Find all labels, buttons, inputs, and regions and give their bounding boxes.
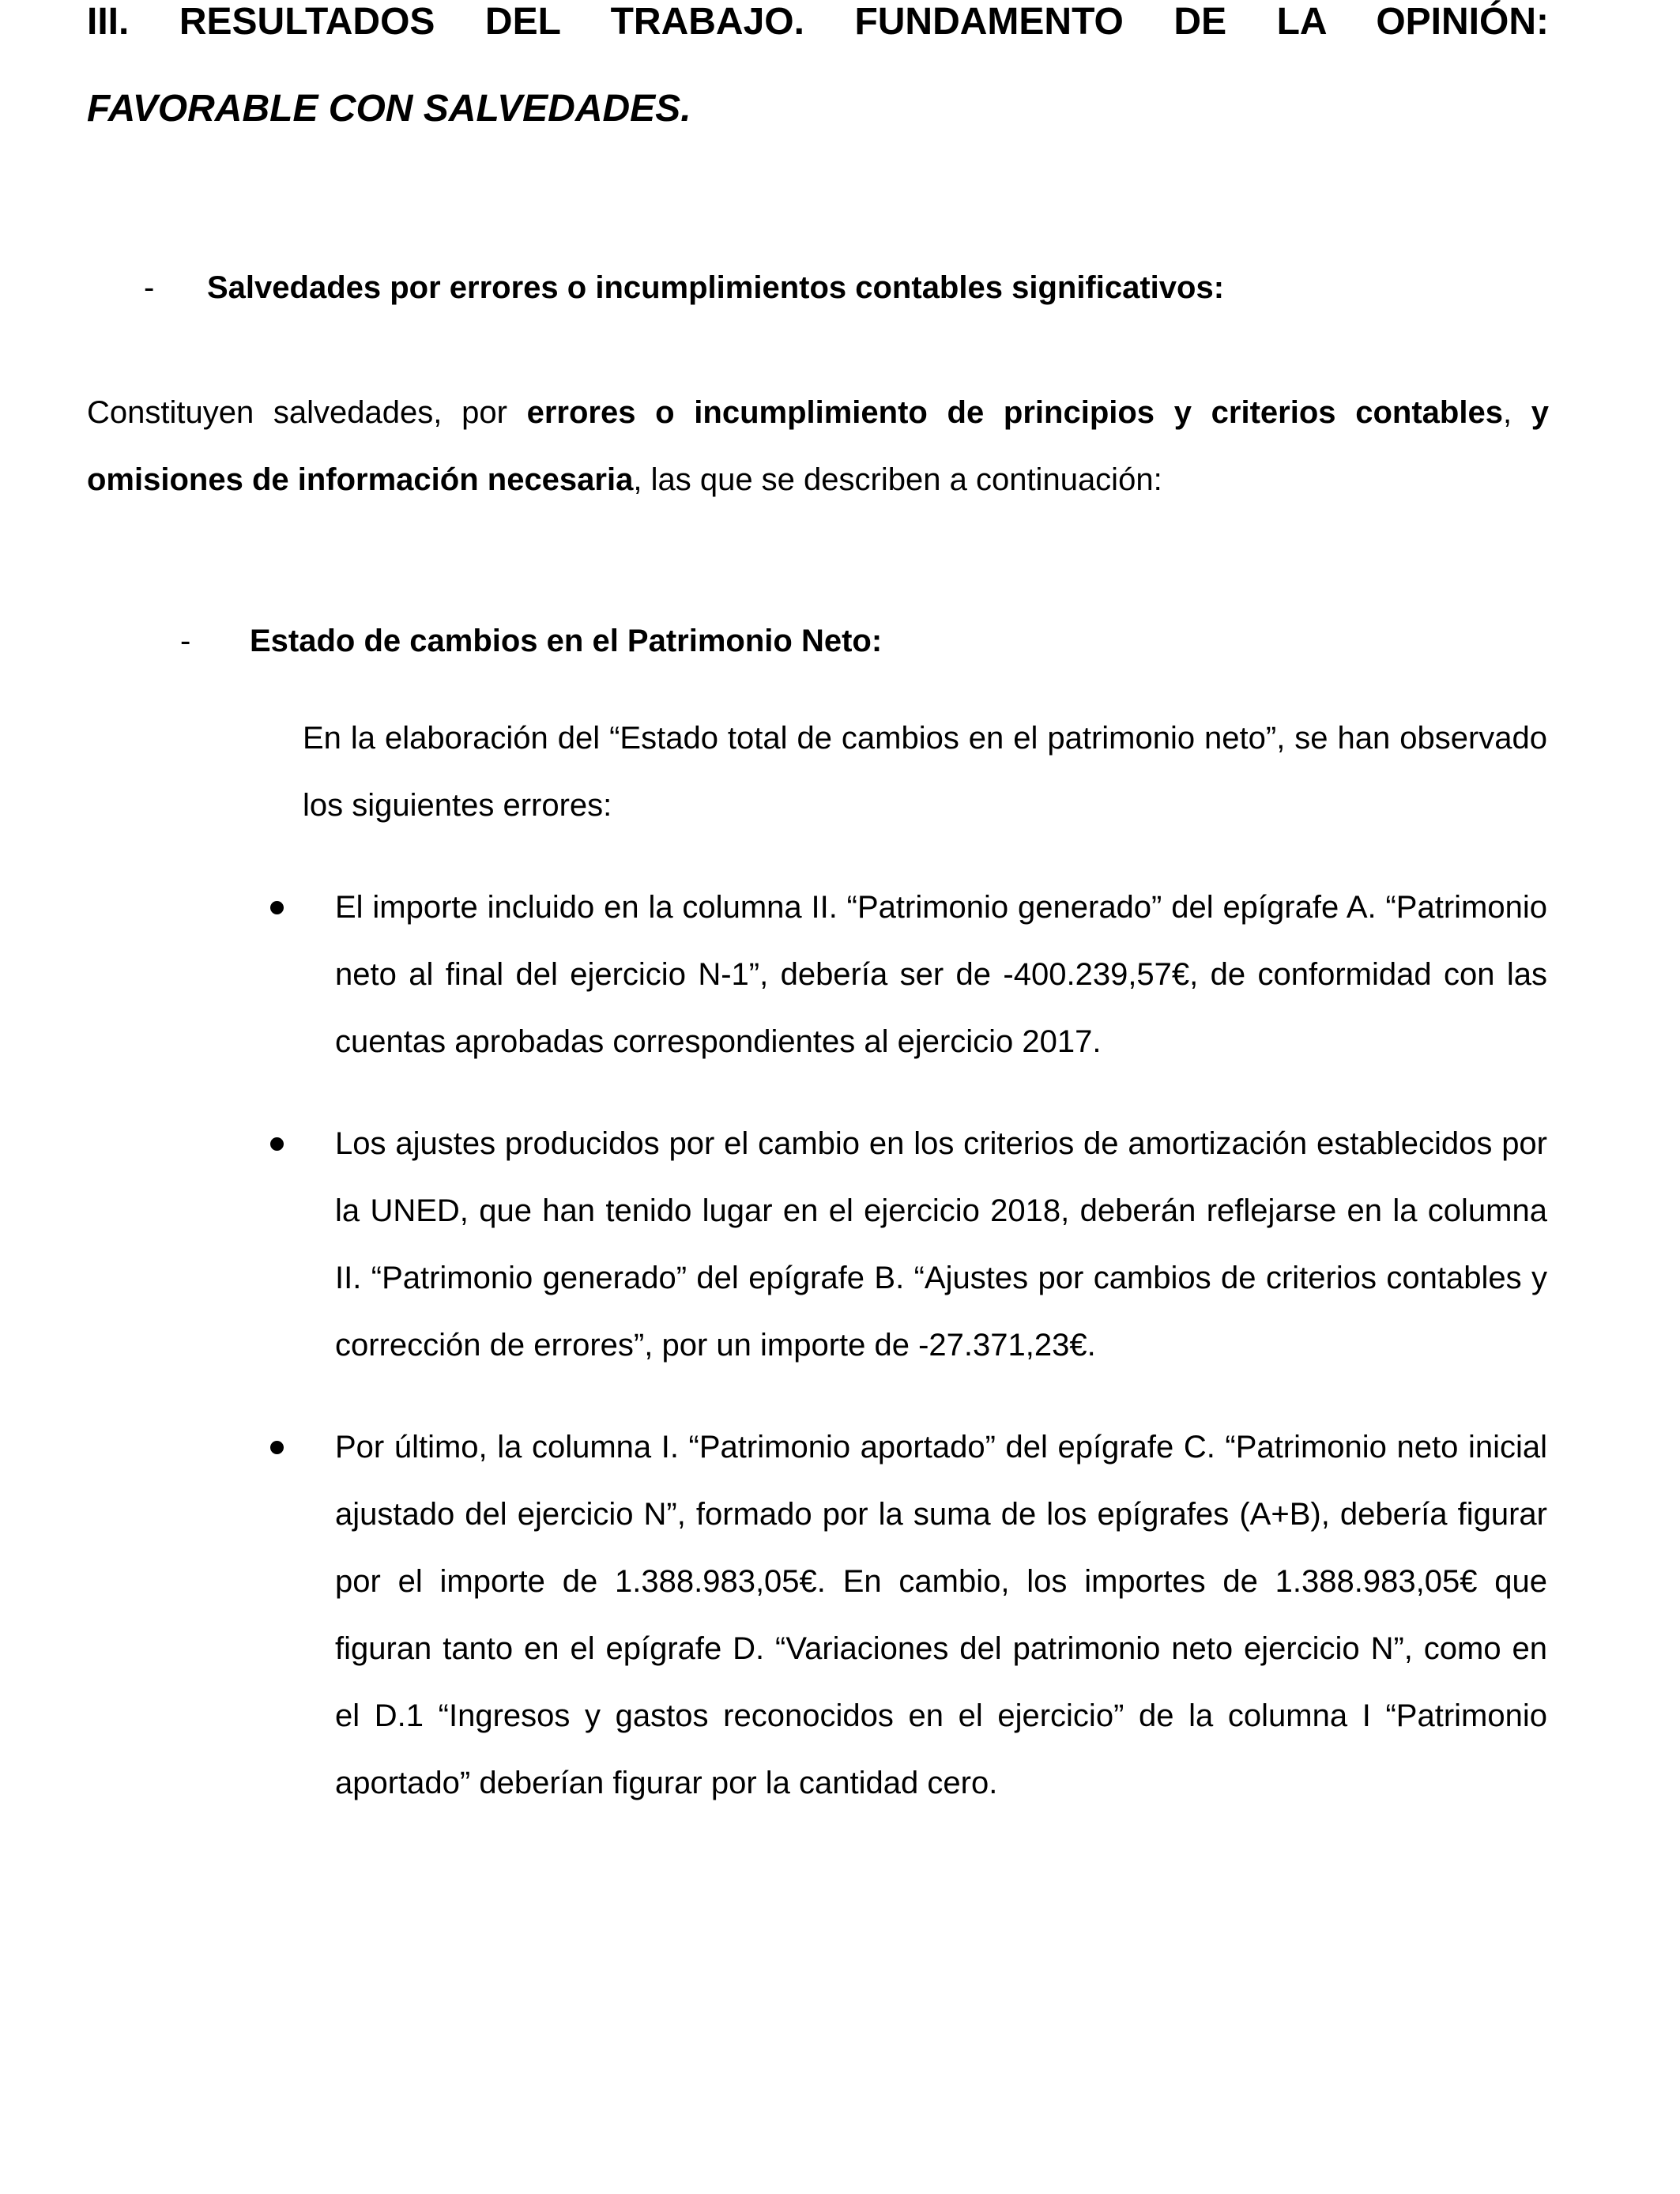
bullet-icon xyxy=(270,901,284,914)
intro-text-1: Constituyen salvedades, por xyxy=(87,395,527,430)
dash-marker: - xyxy=(144,270,155,305)
subsection-salvedades xyxy=(144,270,1224,306)
subsection-title: Estado de cambios en el Patrimonio Neto: xyxy=(250,624,883,658)
subsection-patrimonio xyxy=(180,624,882,659)
list-item-text: El importe incluido en la columna II. “Patrimonio generado” del epígrafe A. “Patrimonio neto al final del ejercicio N-1”, debería ser de -400.239,57€, de conformidad con las cuentas aprobadas correspondientes al ejercicio 2017. xyxy=(335,890,1547,1059)
list-item-text: Por último, la columna I. “Patrimonio aportado” del epígrafe C. “Patrimonio neto inicial ajustado del ejercicio N”, formado por la suma de los epígrafes (A+B), debería figurar por el importe de 1.388.983,05€. En cambio, los importes de 1.388.983,05€ que figuran tanto en el epígrafe D. “Variaciones del patrimonio neto ejercicio N”, como en el D.1 “Ingresos y gastos reconocidos en el ejercicio” de la columna I “Patrimonio aportado” deberían figurar por la cantidad cero. xyxy=(335,1430,1547,1800)
intro-text-2: , xyxy=(1502,395,1531,430)
intro-paragraph xyxy=(87,379,1549,514)
section-heading: III. RESULTADOS DEL TRABAJO. FUNDAMENTO DE LA OPINIÓN: xyxy=(87,1,1549,43)
subsection-paragraph: En la elaboración del “Estado total de cambios en el patrimonio neto”, se han observado los siguientes errores: xyxy=(303,721,1547,823)
dash-marker: - xyxy=(180,624,191,658)
section-heading-subtitle: FAVORABLE CON SALVEDADES. xyxy=(87,88,691,130)
intro-text-3: , las que se describen a continuación: xyxy=(633,462,1162,497)
bullet-icon xyxy=(270,1441,284,1454)
list-item-text: Los ajustes producidos por el cambio en los criterios de amortización establecidos por la UNED, que han tenido lugar en el ejercicio 2018, deberán reflejarse en la columna II. “Patrimonio generado” del epígrafe B. “Ajustes por cambios de criterios contables y corrección de errores”, por un importe de -27.371,23€. xyxy=(335,1126,1547,1363)
intro-emphasis-2: y omisiones de información necesaria xyxy=(87,395,1549,497)
bullet-icon xyxy=(270,1137,284,1151)
intro-emphasis-1: errores o incumplimiento de principios y criterios contables xyxy=(526,395,1503,430)
subsection-title: Salvedades por errores o incumplimientos contables significativos: xyxy=(207,270,1225,305)
